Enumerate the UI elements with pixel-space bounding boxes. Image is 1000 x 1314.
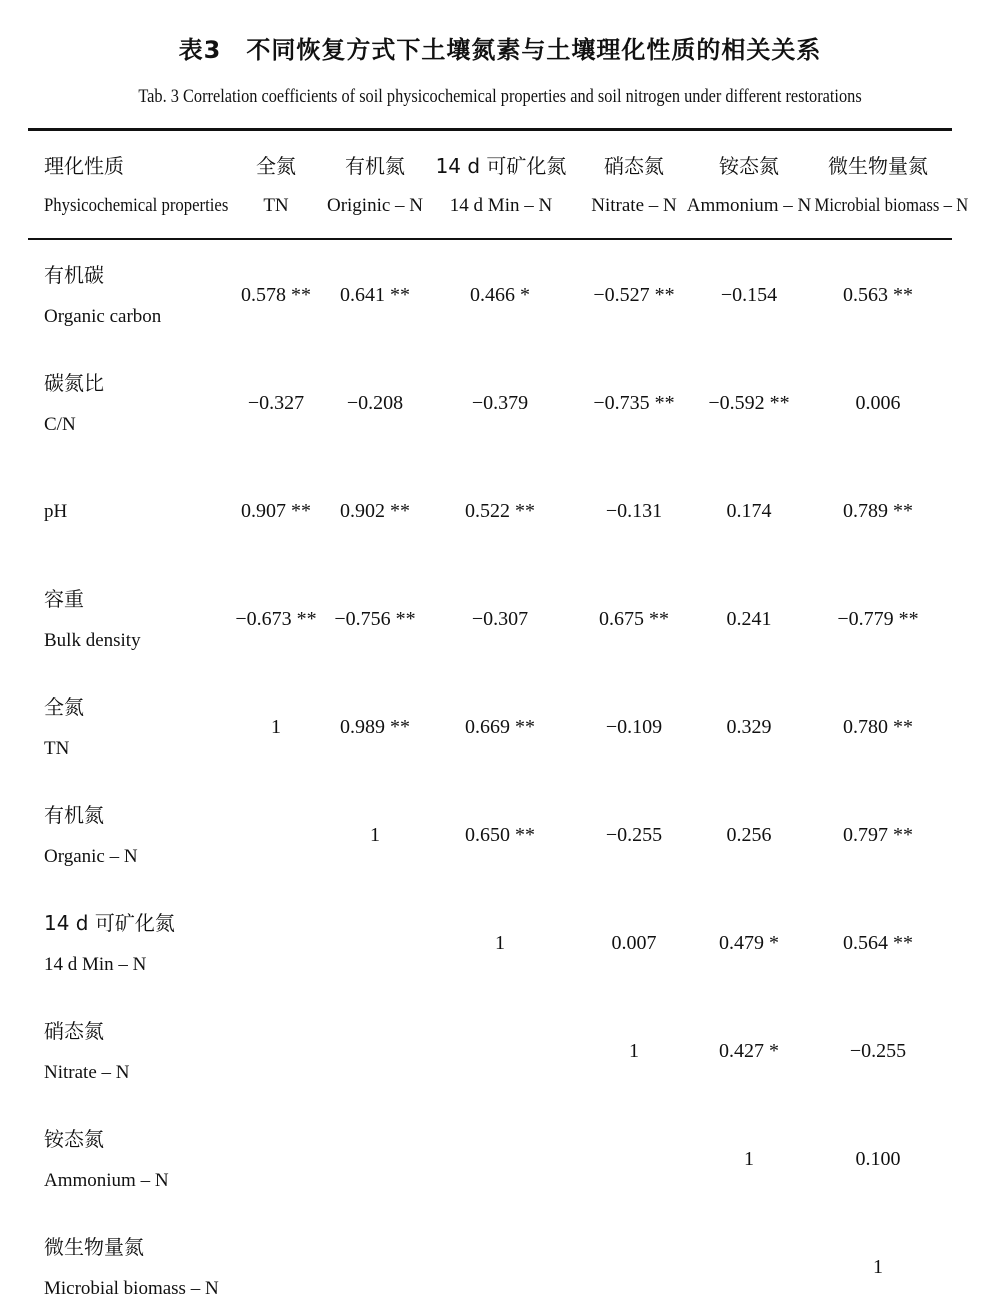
row-label-zh: 有机碳	[44, 263, 104, 287]
header-col-en: Ammonium – N	[686, 195, 812, 216]
table-cell: 1	[629, 1040, 639, 1062]
table-subtitle: Tab. 3 Correlation coefficients of soil physicochemical properties and soil nitrogen under different restorations	[138, 86, 862, 107]
header-col-en: TN	[263, 195, 289, 216]
header-col-zh: 14 d 可矿化氮	[435, 154, 567, 178]
header-rule	[28, 238, 952, 240]
table-cell: 0.780 **	[843, 716, 913, 738]
table-cell: 0.641 **	[340, 284, 410, 306]
table-cell: −0.208	[346, 392, 404, 414]
table-cell: −0.131	[605, 500, 663, 522]
table-cell: 0.669 **	[465, 716, 535, 738]
row-label-en: Organic carbon	[44, 306, 162, 327]
row-label-en: C/N	[44, 414, 76, 435]
row-label-microbial-n	[44, 1226, 219, 1310]
table-cell: 0.675 **	[599, 608, 669, 630]
table-cell: −0.735 **	[593, 392, 675, 414]
header-col-zh: 铵态氮	[719, 154, 779, 178]
row-label-en: TN	[44, 738, 70, 759]
table-cell: 0.789 **	[843, 500, 913, 522]
header-col-en: 14 d Min – N	[449, 195, 553, 216]
table-cell: 0.007	[611, 932, 657, 954]
table-cell: 0.241	[726, 608, 772, 630]
table-cell: 0.522 **	[465, 500, 535, 522]
table-cell: 0.006	[855, 392, 901, 414]
row-label-min-n	[44, 902, 175, 986]
table-cell: −0.255	[605, 824, 663, 846]
header-col-zh: 微生物量氮	[828, 154, 928, 178]
table-cell: 0.578 **	[241, 284, 311, 306]
table-cell: 0.100	[855, 1148, 901, 1170]
table-cell: 0.563 **	[843, 284, 913, 306]
row-label-en: Microbial biomass – N	[44, 1278, 219, 1299]
row-label-zh: 全氮	[44, 695, 84, 719]
table-cell: −0.109	[605, 716, 663, 738]
row-label-en: Organic – N	[44, 846, 138, 867]
row-label-organic-n	[44, 794, 138, 878]
table-cell: −0.673 **	[235, 608, 317, 630]
table-cell: 1	[370, 824, 380, 846]
row-label-tn	[44, 686, 84, 770]
row-label-en: Bulk density	[44, 630, 141, 651]
table-cell: 0.174	[726, 500, 772, 522]
table-cell: −0.379	[471, 392, 529, 414]
row-label-ph	[44, 491, 67, 533]
row-label-en: Nitrate – N	[44, 1062, 130, 1083]
table-cell: 0.466 *	[470, 284, 530, 306]
row-label-zh: 碳氮比	[44, 371, 104, 395]
table-cell: −0.327	[247, 392, 305, 414]
header-first-zh: 理化性质	[44, 154, 124, 178]
row-label-cn-ratio	[44, 362, 104, 446]
table-cell: 0.907 **	[241, 500, 311, 522]
header-col-ammonium-n	[674, 146, 824, 226]
header-col-en: Originic – N	[326, 195, 424, 216]
table-cell: 0.256	[726, 824, 772, 846]
table-cell: −0.527 **	[593, 284, 675, 306]
table-cell: 0.329	[726, 716, 772, 738]
header-first-en: Physicochemical properties	[44, 195, 229, 216]
table-title: 表3 不同恢复方式下土壤氮素与土壤理化性质的相关关系	[178, 36, 822, 64]
row-label-bulk-density	[44, 578, 141, 662]
table-cell: 1	[495, 932, 505, 954]
header-col-min-n	[421, 146, 581, 226]
row-label-en: Ammonium – N	[44, 1170, 169, 1191]
row-label-zh: 容重	[44, 587, 84, 611]
header-col-zh: 全氮	[256, 154, 296, 178]
table-cell: −0.154	[720, 284, 778, 306]
row-label-zh: 有机氮	[44, 803, 104, 827]
row-label-zh: 铵态氮	[44, 1127, 104, 1151]
table-cell: 0.479 *	[719, 932, 779, 954]
row-label-ammonium-n	[44, 1118, 169, 1202]
header-col-microbial-n	[804, 146, 969, 226]
table-cell: −0.756 **	[334, 608, 416, 630]
row-label-nitrate-n	[44, 1010, 129, 1094]
header-col-zh: 有机氮	[345, 154, 405, 178]
table-cell: 1	[873, 1256, 883, 1278]
table-cell: −0.255	[849, 1040, 907, 1062]
row-label-en: pH	[44, 501, 68, 522]
row-label-zh: 14 d 可矿化氮	[44, 911, 175, 935]
row-label-zh: 微生物量氮	[44, 1235, 144, 1259]
table-cell: −0.307	[471, 608, 529, 630]
table-cell: 0.564 **	[843, 932, 913, 954]
table-cell: 0.902 **	[340, 500, 410, 522]
table-cell: 0.989 **	[340, 716, 410, 738]
header-col-en: Nitrate – N	[591, 195, 677, 216]
table-cell: −0.779 **	[837, 608, 919, 630]
top-rule	[28, 128, 952, 131]
table-cell: −0.592 **	[708, 392, 790, 414]
row-label-zh: 硝态氮	[44, 1019, 104, 1043]
table-cell: 0.427 *	[719, 1040, 779, 1062]
header-col-en: Microbial biomass – N	[814, 195, 969, 216]
table-cell: 1	[271, 716, 281, 738]
table-cell: 1	[744, 1148, 754, 1170]
table-cell: 0.650 **	[465, 824, 535, 846]
row-label-en: 14 d Min – N	[44, 954, 147, 975]
header-col-zh: 硝态氮	[604, 154, 664, 178]
row-label-organic-carbon	[44, 254, 161, 338]
table-cell: 0.797 **	[843, 824, 913, 846]
